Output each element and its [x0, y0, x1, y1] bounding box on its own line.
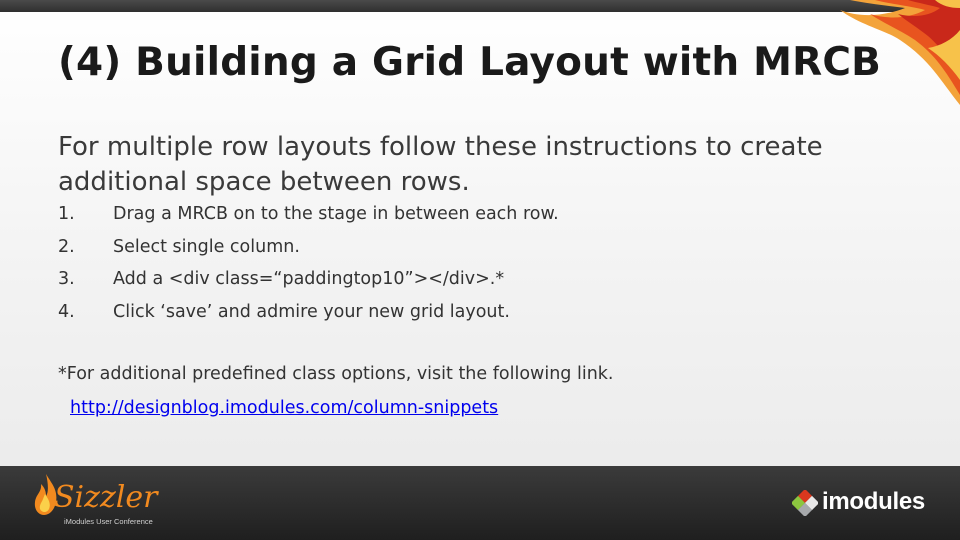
imodules-mark-icon	[792, 490, 818, 516]
step-number: 2.	[58, 236, 75, 257]
step-item	[58, 302, 559, 335]
step-text: Click ‘save’ and admire your new grid layout.	[113, 301, 510, 322]
step-item	[58, 237, 559, 270]
intro-text: For multiple row layouts follow these instructions to create additional space between rows.	[58, 132, 823, 197]
step-number: 1.	[58, 204, 75, 224]
sizzler-logo	[32, 472, 162, 532]
step-item	[58, 204, 559, 237]
step-item	[58, 269, 559, 302]
sizzler-subtitle: iModules User Conference	[64, 517, 153, 526]
step-number: 3.	[58, 269, 75, 289]
imodules-wordmark: imodules	[822, 488, 925, 515]
slide-title: (4) Building a Grid Layout with MRCB	[58, 40, 882, 85]
step-text: Add a <div class=“paddingtop10”></div>.*	[113, 269, 505, 289]
step-text: Select single column.	[113, 236, 300, 257]
step-number: 4.	[58, 301, 75, 322]
footnote-text: *For additional predefined class options, visit the following link.	[58, 364, 614, 384]
step-text: Drag a MRCB on to the stage in between each row.	[113, 204, 559, 224]
steps-list	[58, 204, 559, 334]
sizzler-wordmark: Sizzler	[54, 480, 158, 515]
column-snippets-link[interactable]: http://designblog.imodules.com/column-snippets	[70, 398, 499, 418]
